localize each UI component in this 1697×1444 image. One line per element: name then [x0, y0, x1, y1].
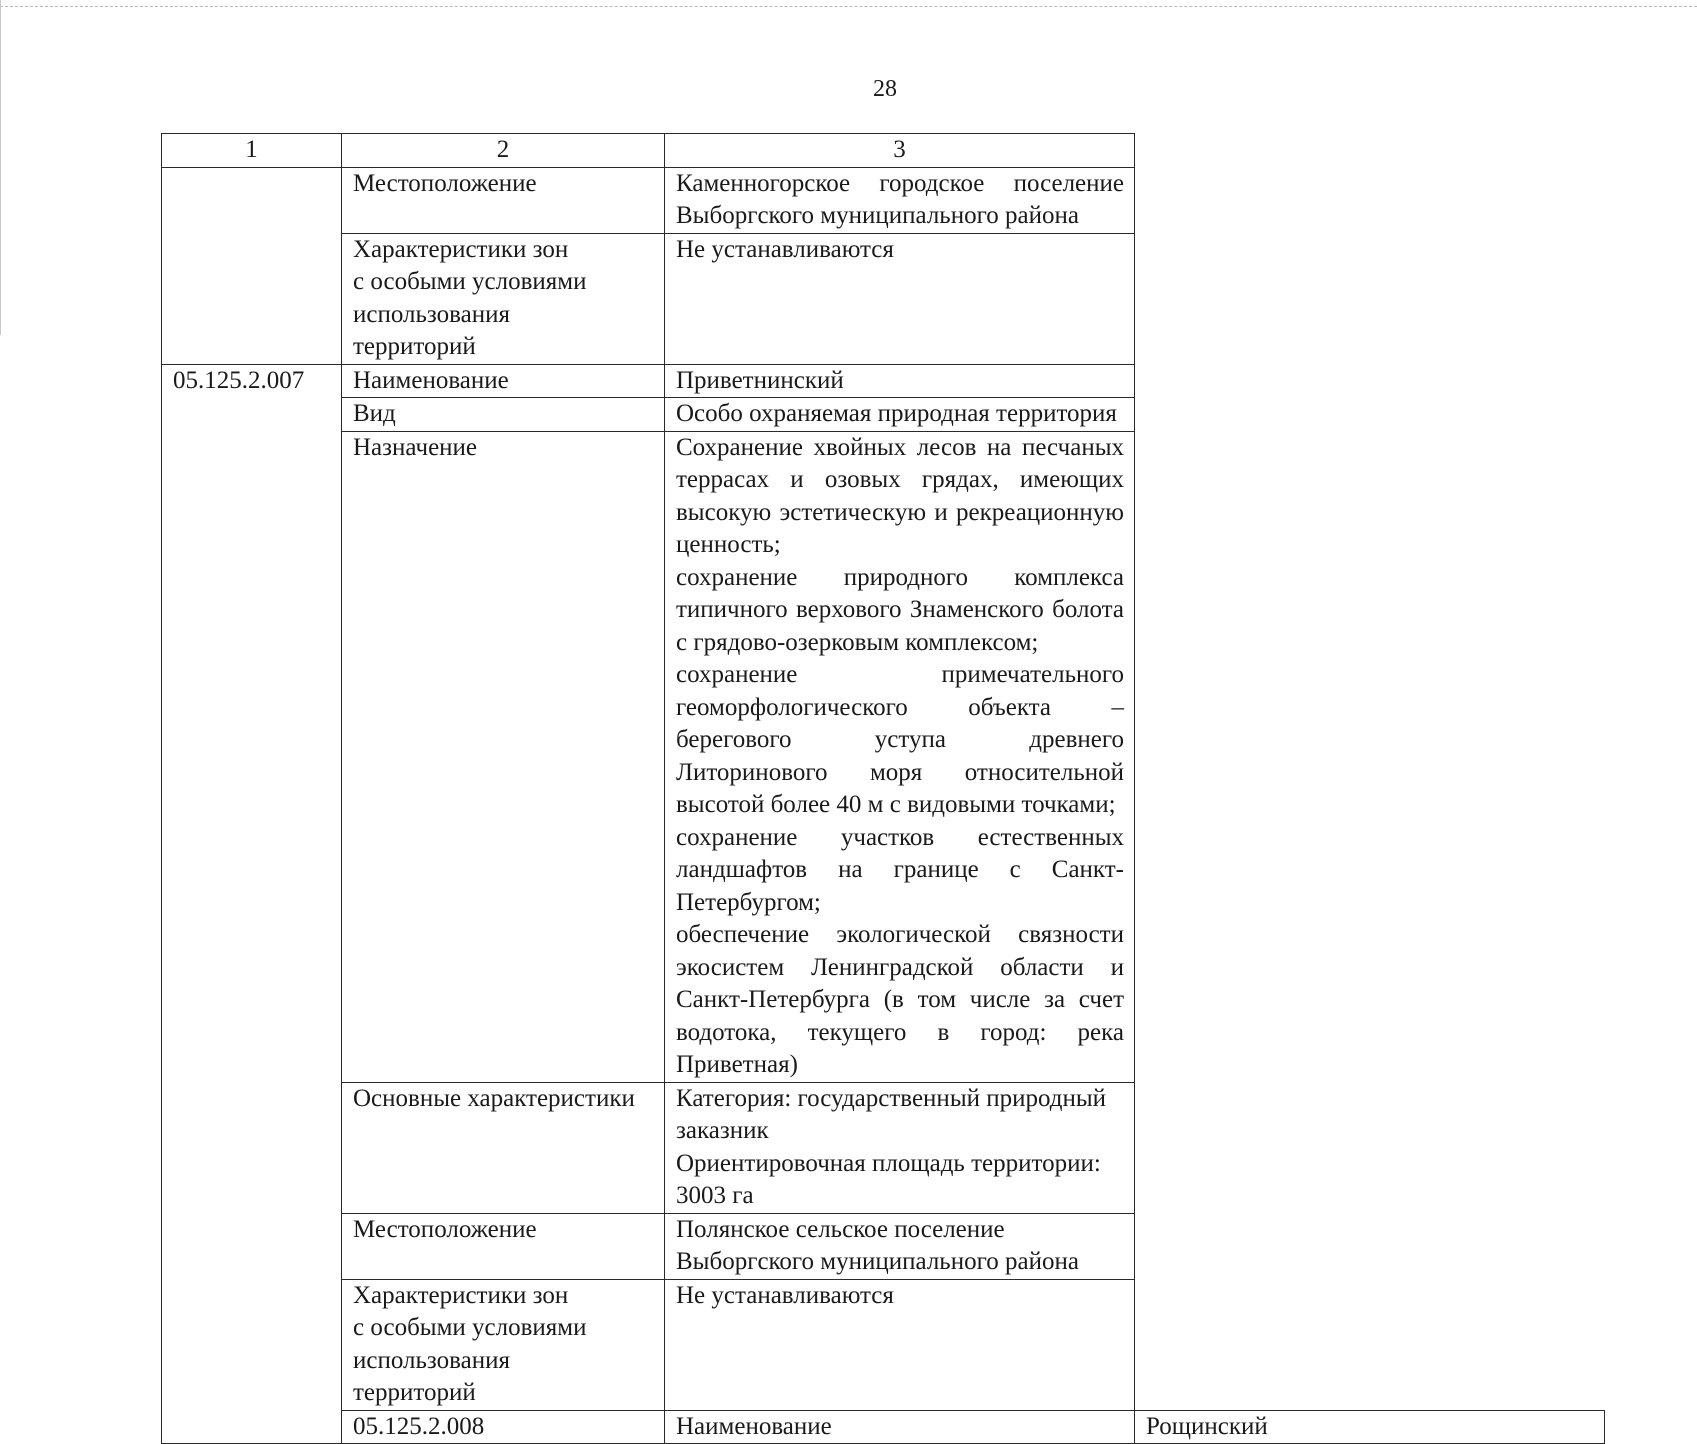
attribute-value: Полянское сельское поселение Выборгского муниципального района: [665, 1213, 1135, 1279]
table-row: [162, 431, 1605, 1082]
attribute-value: Приветнинский: [665, 364, 1135, 398]
attribute-value: Рощинский: [1135, 1410, 1605, 1444]
purpose-value: [665, 431, 1135, 1082]
table-row: [162, 1410, 1605, 1444]
attribute-value: Особо охраняемая природная территория: [665, 398, 1135, 432]
attribute-label: Назначение: [342, 431, 665, 1082]
table-row: [162, 1279, 1605, 1410]
label-line: с особыми условиями: [353, 268, 587, 295]
table-row: [162, 364, 1605, 398]
purpose-paragraph: берегового уступа древнего Литоринового моря относительной высотой более 40 м с видовыми точками;: [676, 726, 1124, 818]
label-line: с особыми условиями: [353, 1314, 587, 1341]
purpose-paragraph: сохранение природного комплекса типичного верхового Знаменского болота с грядово-озерковым комплексом;: [676, 563, 1124, 656]
value-line: Ориентировочная площадь территории: 3003 га: [676, 1149, 1101, 1209]
label-line: Характеристики зон: [353, 235, 569, 263]
purpose-paragraph: сохранение участков естественных ландшафтов на границе с Санкт-Петербургом;: [676, 823, 1124, 916]
scan-edge-line: [0, 6, 1697, 7]
label-line: использования: [353, 1346, 510, 1374]
attribute-value: Не устанавливаются: [665, 233, 1135, 364]
attribute-label: [342, 1279, 665, 1410]
label-line: Характеристики зон: [353, 1281, 569, 1309]
object-code: 05.125.2.007: [162, 364, 342, 1444]
label-line: территорий: [353, 333, 476, 360]
code-cell-empty: [162, 167, 342, 364]
attribute-label: Вид: [342, 398, 665, 432]
table-header-row: [162, 134, 1605, 168]
value-line: Категория: государственный природный заказник: [676, 1084, 1107, 1144]
header-col-3: 3: [665, 134, 1135, 168]
scan-left-edge: [0, 0, 1, 335]
table-row: [162, 398, 1605, 432]
label-line: использования: [353, 300, 510, 328]
attribute-label: Местоположение: [342, 167, 665, 233]
page-number: 28: [873, 76, 897, 102]
attribute-value: Каменногорское городское поселение Выборгского муниципального района: [665, 167, 1135, 233]
attribute-label: [342, 233, 665, 364]
header-col-2: 2: [342, 134, 665, 168]
attribute-label: Наименование: [665, 1410, 1135, 1444]
attribute-value: Не устанавливаются: [665, 1279, 1135, 1410]
header-col-1: 1: [162, 134, 342, 168]
object-code: 05.125.2.008: [342, 1410, 665, 1444]
table-row: [162, 233, 1605, 364]
attribute-label: Основные характеристики: [342, 1082, 665, 1213]
label-line: территорий: [353, 1379, 476, 1406]
purpose-paragraph: сохранение примечательного геоморфологического объекта –: [676, 661, 1124, 721]
table-row: [162, 167, 1605, 233]
attribute-value: [665, 1082, 1135, 1213]
attribute-label: Наименование: [342, 364, 665, 398]
table-row: [162, 1213, 1605, 1279]
purpose-paragraph: Сохранение хвойных лесов на песчаных террасах и озовых грядах, имеющих высокую эстетическую и рекреационную ценность;: [676, 433, 1124, 558]
purpose-paragraph: обеспечение экологической связности экосистем Ленинградской области и Санкт-Петербурга (в том числе за счет водотока, текущего в город: река Приветная): [676, 921, 1124, 1078]
objects-table: [161, 133, 1605, 1444]
attribute-label: Местоположение: [342, 1213, 665, 1279]
table-row: [162, 1082, 1605, 1213]
